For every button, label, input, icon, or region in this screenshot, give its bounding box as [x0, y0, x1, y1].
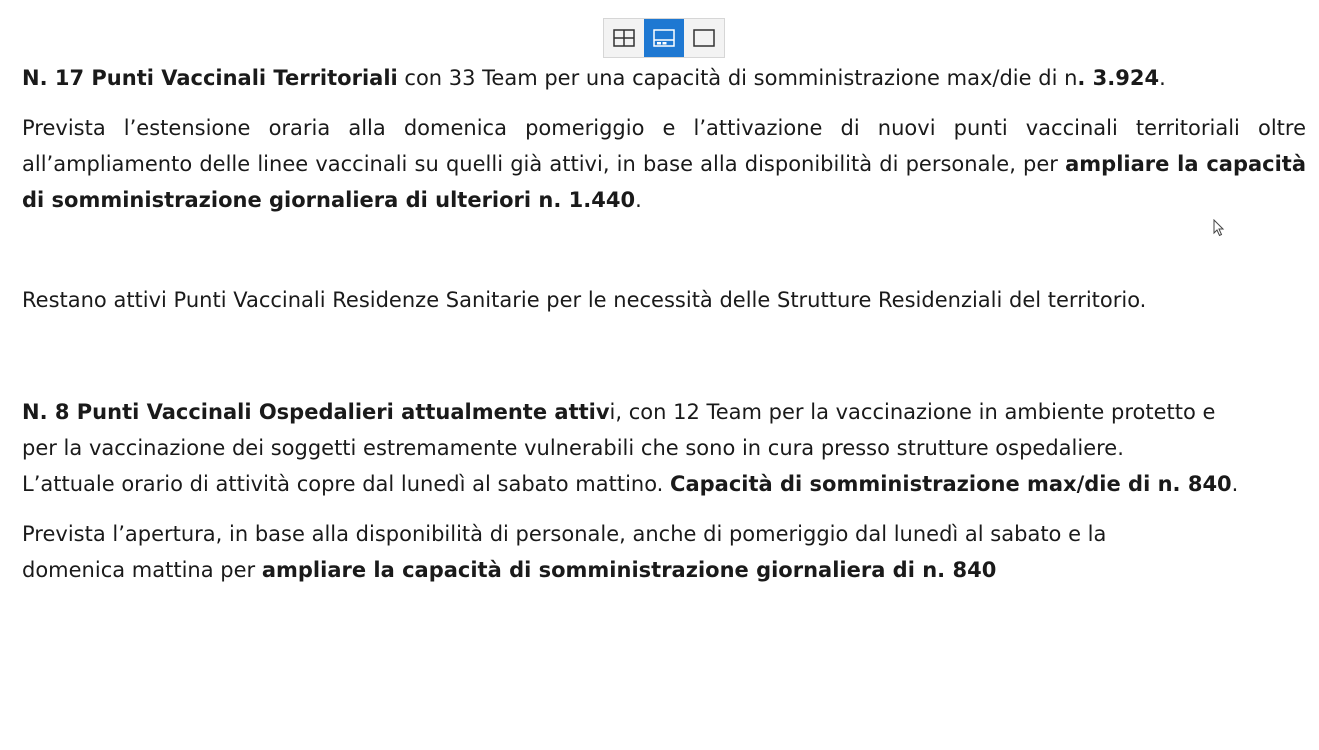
paragraph-territorial-points	[22, 60, 1306, 96]
bold-text: ampliare la capacità di somministrazione giornaliera di n. 840	[261, 558, 997, 582]
text: Prevista l’apertura, in base alla disponibilità di personale, anche di pomeriggio dal lunedì al sabato e la	[22, 522, 1107, 546]
text: .	[635, 188, 642, 212]
paragraph-opening	[22, 516, 1306, 588]
paragraph-hospital-points	[22, 394, 1306, 502]
text: .	[1231, 472, 1239, 496]
text: Restano attivi Punti Vaccinali Residenze Sanitarie per le necessità delle Strutture Residenziali del territorio.	[22, 288, 1147, 312]
text: per la vaccinazione dei soggetti estremamente vulnerabili che sono in cura presso strutture ospedaliere.	[22, 436, 1124, 460]
view-mode-toolbar	[603, 18, 725, 58]
paragraph-extension	[22, 110, 1306, 218]
single-view-icon	[693, 29, 715, 47]
bold-text: Capacità di somministrazione max/die di n. 840	[670, 472, 1232, 496]
slide-content	[22, 60, 1306, 588]
text: L’attuale orario di attività copre dal lunedì al sabato mattino.	[22, 472, 671, 496]
text: .	[1159, 66, 1166, 90]
filmstrip-view-icon	[653, 29, 675, 47]
bold-text: . 3.924	[1077, 66, 1160, 90]
mouse-pointer-icon	[1213, 219, 1225, 237]
grid-view-icon	[613, 29, 635, 47]
text: con 33 Team per una capacità di somministrazione max/die di n	[397, 66, 1078, 90]
text: domenica mattina per	[22, 558, 262, 582]
grid-view-button[interactable]	[604, 19, 644, 57]
text: i, con 12 Team per la vaccinazione in ambiente protetto e	[609, 400, 1216, 424]
single-view-button[interactable]	[684, 19, 724, 57]
bold-text: N. 8 Punti Vaccinali Ospedalieri attualmente attiv	[22, 400, 610, 424]
text: Prevista l’estensione oraria alla domenica pomeriggio e l’attivazione di nuovi punti vaccinali territoriali oltre all’ampliamento delle linee vaccinali su quelli già attivi, in base alla disponibilità di personale, per	[22, 116, 1306, 176]
bold-text: N. 17 Punti Vaccinali Territoriali	[22, 66, 398, 90]
filmstrip-view-button[interactable]	[644, 19, 684, 57]
bold-text: ampliare la capacità di somministrazione giornaliera di ulteriori n. 1.440	[22, 152, 1307, 212]
paragraph-residential-points	[22, 282, 1306, 318]
